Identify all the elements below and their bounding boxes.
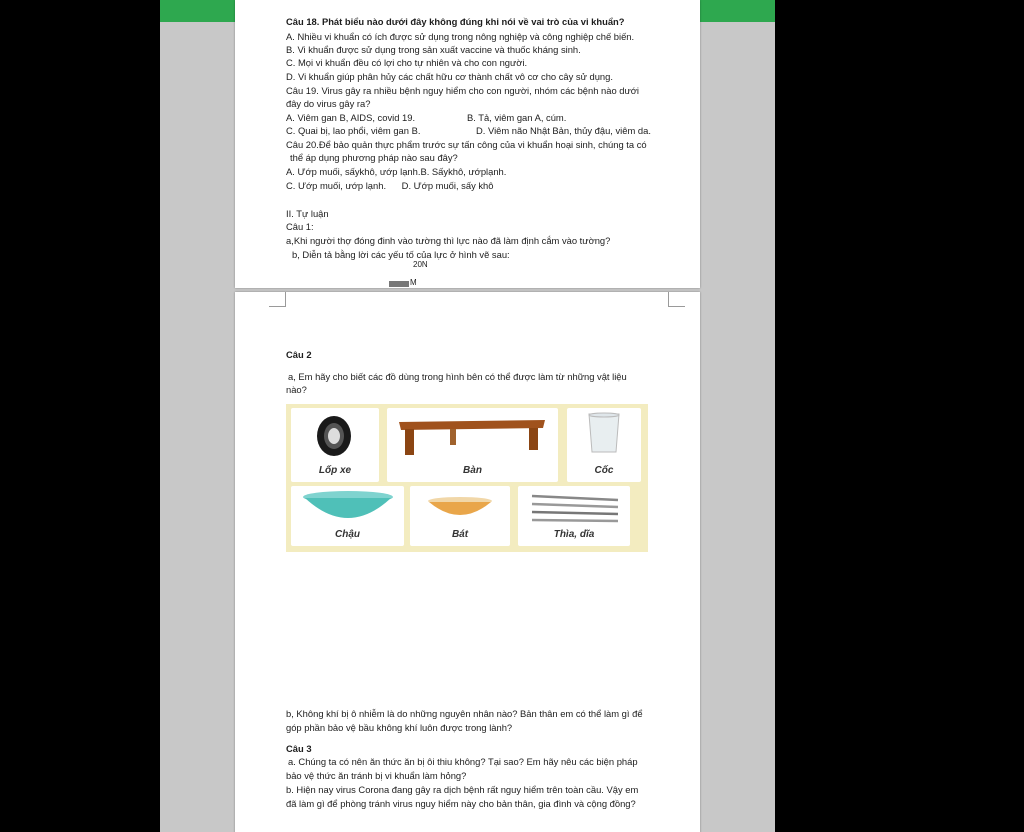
section-title-tu-luan: II. Tự luận <box>286 208 329 219</box>
cutlery-label: Thìa, dĩa <box>553 529 595 540</box>
question-2-title: Câu 2 <box>286 349 312 360</box>
basin-icon <box>301 490 395 524</box>
q19-option-b: B. Tả, viêm gan A, cúm. <box>467 112 567 123</box>
q18-option-a: A. Nhiều vi khuẩn có ích được sử dụng trong nông nghiệp và công nghiệp chế biến. <box>286 31 635 42</box>
question-1-title: Câu 1: <box>286 221 314 232</box>
document-page-2 <box>235 292 700 832</box>
question-19-title-cont: đây do virus gây ra? <box>286 98 371 109</box>
question-20-title: Câu 20.Để bảo quản thực phẩm trước sự tấn công của vi khuẩn hoại sinh, chúng ta có <box>286 139 647 150</box>
question-3-title: Câu 3 <box>286 743 312 754</box>
force-block <box>389 281 409 287</box>
question-3b-line-1: b. Hiện nay virus Corona đang gây ra dịch bệnh rất nguy hiểm trên toàn cầu. Vậy em <box>286 784 639 795</box>
question-3a-line-2: bảo vệ thức ăn tránh bị vi khuẩn làm hỏng? <box>286 770 467 781</box>
q18-option-c: C. Mọi vi khuẩn đều có lợi cho tự nhiên và cho con người. <box>286 57 528 68</box>
q18-option-d: D. Vi khuẩn giúp phân hủy các chất hữu cơ thành chất vô cơ cho cây sử dụng. <box>286 71 613 82</box>
basin-label: Chậu <box>335 529 360 540</box>
question-3a-line-1: a. Chúng ta có nên ăn thức ăn bị ôi thiu không? Tại sao? Em hãy nêu các biện pháp <box>288 756 638 767</box>
materials-picture <box>286 404 648 552</box>
glass-icon <box>585 412 623 454</box>
force-label: 20N <box>413 260 428 269</box>
tire-tile <box>291 408 379 482</box>
question-19-title: Câu 19. Virus gây ra nhiều bệnh nguy hiểm cho con người, nhóm các bệnh nào dưới <box>286 85 640 96</box>
basin-tile <box>291 486 404 546</box>
q20-options-row-2: C. Ướp muối, ướp lạnh. D. Ướp muối, sấy khô <box>286 180 494 191</box>
margin-corner-marker <box>668 292 685 307</box>
question-2b-line-1: b, Không khí bị ô nhiễm là do những nguyên nhân nào? Bản thân em có thể làm gì để <box>286 708 643 719</box>
tire-label: Lốp xe <box>318 465 352 476</box>
cutlery-icon <box>526 490 624 524</box>
document-viewer[interactable] <box>160 0 775 832</box>
q19-option-d: D. Viêm não Nhật Bản, thủy đậu, viêm da. <box>476 125 651 136</box>
question-2a-line-1: a, Em hãy cho biết các đồ dùng trong hình bên có thể được làm từ những vật liệu <box>288 371 627 382</box>
bowl-tile <box>410 486 510 546</box>
table-tile <box>387 408 558 482</box>
glass-tile <box>567 408 641 482</box>
question-20-title-cont: thể áp dụng phương pháp nào sau đây? <box>290 152 458 163</box>
question-18-title: Câu 18. Phát biểu nào dưới đây không đúng khi nói về vai trò của vi khuẩn? <box>286 16 625 27</box>
q18-option-b: B. Vi khuẩn được sử dụng trong sản xuất vaccine và thuốc kháng sinh. <box>286 44 581 55</box>
table-icon <box>395 416 549 456</box>
bowl-label: Bát <box>451 529 469 540</box>
margin-corner-marker <box>269 292 286 307</box>
tire-icon <box>315 414 353 458</box>
cutlery-tile <box>518 486 630 546</box>
point-label: M <box>410 278 417 287</box>
table-label: Bàn <box>463 465 482 476</box>
q19-option-a: A. Viêm gan B, AIDS, covid 19. <box>286 112 416 123</box>
question-1a: a,Khi người thợ đóng đinh vào tường thì lực nào đã làm định cắm vào tường? <box>286 235 611 246</box>
question-3b-line-2: đã làm gì để phòng tránh virus nguy hiểm này cho bản thân, gia đình và cộng đồng? <box>286 798 636 809</box>
q20-options-row-1: A. Ướp muối, sấykhô, ướp lạnh.B. Sấykhô, ướplạnh. <box>286 166 507 177</box>
question-2a-line-2: nào? <box>286 384 307 395</box>
q19-option-c: C. Quai bị, lao phổi, viêm gan B. <box>286 125 421 136</box>
bowl-icon <box>426 496 494 520</box>
document-page-1 <box>235 0 700 288</box>
question-1b: b, Diễn tả bằng lời các yếu tố của lực ở hình vẽ sau: <box>292 249 510 260</box>
glass-label: Cốc <box>594 465 614 476</box>
question-2b-line-2: góp phần bảo vệ bầu không khí luôn được trong lành? <box>286 722 513 733</box>
